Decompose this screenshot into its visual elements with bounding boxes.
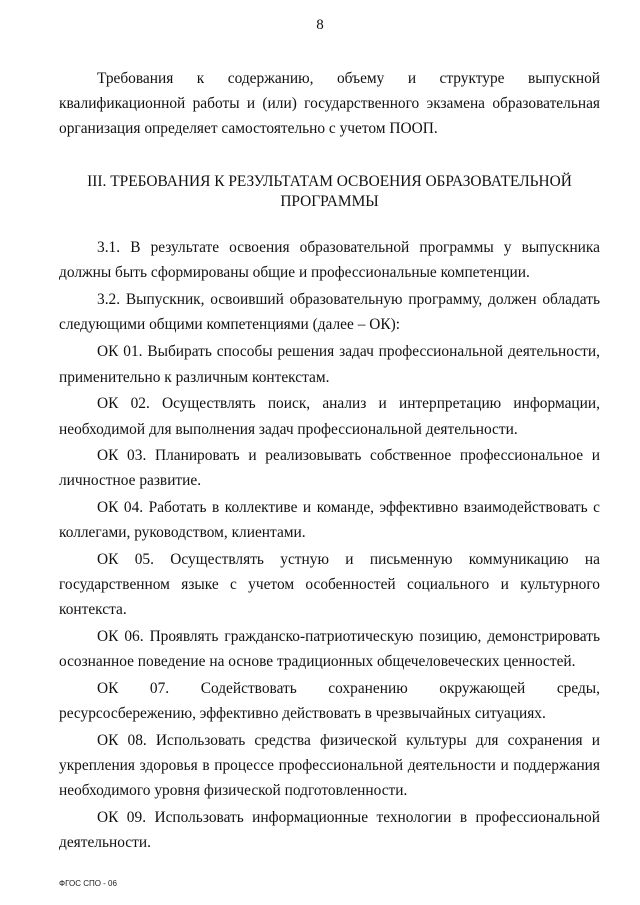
- competency-ok-03: ОК 03. Планировать и реализовывать собственное профессиональное и личностное развитие.: [59, 447, 600, 490]
- page-number: 8: [316, 17, 324, 33]
- intro-paragraph: Требования к содержанию, объему и структуре выпускной квалификационной работы и (или) государственного экзамена образовательная организация определяет самостоятельно с учетом ПООП.: [59, 70, 600, 138]
- paragraph-3-1: 3.1. В результате освоения образовательной программы у выпускника должны быть сформированы общие и профессиональные компетенции.: [59, 238, 600, 281]
- section-heading: [59, 172, 600, 212]
- competency-ok-09: ОК 09. Использовать информационные технологии в профессиональной деятельности.: [59, 809, 600, 852]
- competency-ok-04: ОК 04. Работать в коллективе и команде, эффективно взаимодействовать с коллегами, руководством, клиентами.: [59, 499, 600, 542]
- competency-ok-06: ОК 06. Проявлять гражданско-патриотическую позицию, демонстрировать осознанное поведение на основе традиционных общечеловеческих ценностей.: [59, 628, 600, 671]
- document-body: [59, 66, 600, 857]
- paragraph-3-2: 3.2. Выпускник, освоивший образовательную программу, должен обладать следующими общими компетенциями (далее – ОК):: [59, 291, 600, 334]
- competency-ok-07: ОК 07. Содействовать сохранению окружающей среды, ресурсосбережению, эффективно действовать в чрезвычайных ситуациях.: [59, 680, 600, 723]
- competency-ok-08: ОК 08. Использовать средства физической культуры для сохранения и укрепления здоровья в процессе профессиональной деятельности и поддержания необходимого уровня физической подготовленности.: [59, 731, 600, 800]
- competency-ok-05: ОК 05. Осуществлять устную и письменную коммуникацию на государственном языке с учетом особенностей социального и культурного контекста.: [59, 551, 600, 619]
- section-heading-line-1: III. ТРЕБОВАНИЯ К РЕЗУЛЬТАТАМ ОСВОЕНИЯ ОБРАЗОВАТЕЛЬНОЙ: [87, 172, 572, 190]
- competency-ok-02: ОК 02. Осуществлять поиск, анализ и интерпретацию информации, необходимой для выполнения задач профессиональной деятельности.: [59, 395, 600, 438]
- competency-ok-01: ОК 01. Выбирать способы решения задач профессиональной деятельности, применительно к различным контекстам.: [59, 343, 600, 386]
- section-heading-line-2: ПРОГРАММЫ: [280, 192, 379, 210]
- footer-label: ФГОС СПО - 06: [59, 879, 117, 888]
